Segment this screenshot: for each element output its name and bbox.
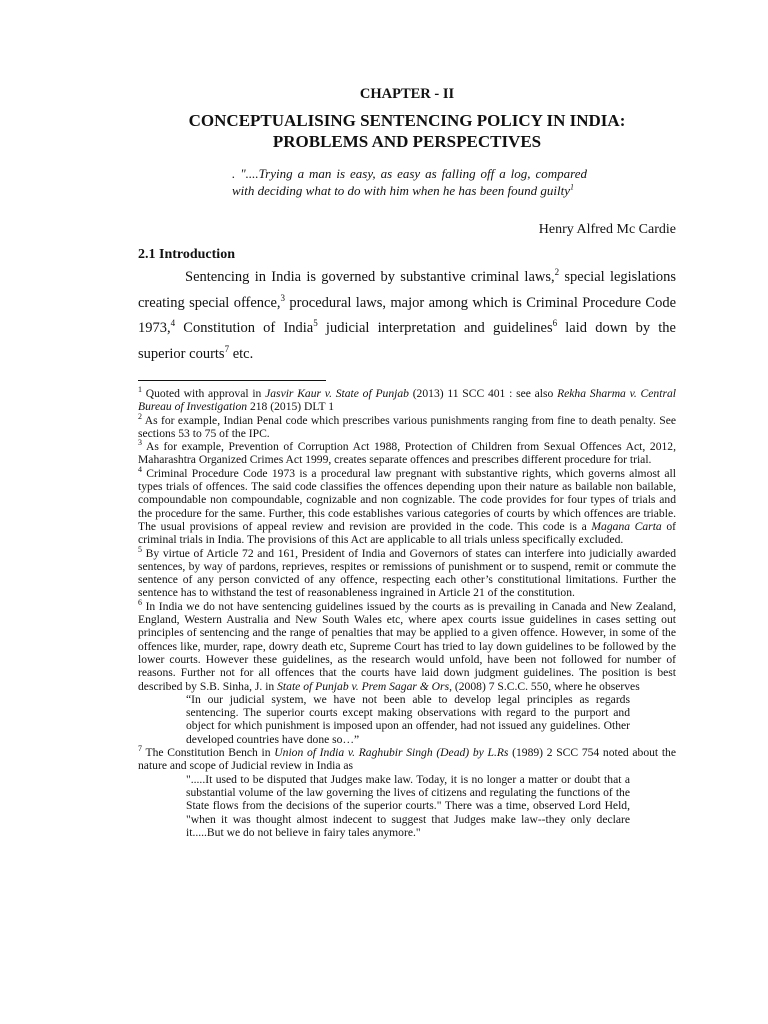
footnote-text: of criminal trials in India. The provisions of this Act are applicable to all trials unless specifically excluded. (138, 519, 676, 547)
intro-text-1: Sentencing in India is governed by substantive criminal laws, (185, 269, 555, 285)
footnote-ref-4[interactable]: 4 (170, 318, 176, 329)
footnote-number: 2 (138, 411, 142, 421)
footnote-text: In India we do not have sentencing guidelines issued by the courts as is prevailing in Canada and New Zealand, England, Western Australia and New South Wales etc, where apex courts issue guidelines in cases setting out principles of sentencing and the range of penalties that may be applied to a given offence. However, in some of the offences like, murder, rape, dowry death etc, Supreme Court has tried to lay down guidelines to be followed by the lower courts. However these guidelines, as the research would unfold, have been not followed for number of reasons. Further not for all offences that the courts have laid down judgment guidelines. The position is best described by S.B. Sinha, J. in (138, 599, 676, 693)
epigraph-quote (232, 166, 587, 199)
chapter-title-line-2: PROBLEMS AND PERSPECTIVES (272, 132, 542, 151)
case-citation: State of Punjab v. Prem Sagar & Ors (277, 679, 450, 693)
epigraph-text: . "....Trying a man is easy, as easy as falling off a log, compared with deciding what to do with him when he has been found guilty (232, 166, 587, 198)
footnote-text: (2013) 11 SCC 401 : see also (408, 387, 558, 400)
intro-text-6: laid down by the superior courts (138, 320, 676, 362)
footnote-text: 218 (2015) DLT 1 (247, 400, 335, 414)
intro-paragraph (138, 265, 676, 367)
footnote-1 (138, 387, 676, 414)
footnote-4 (138, 464, 676, 547)
footnote-2 (138, 411, 676, 441)
footnote-text: , (2008) 7 S.C.C. 550, where he observes (449, 679, 640, 693)
emphasis-text: Magana Carta (591, 519, 662, 533)
footnote-3 (138, 440, 676, 467)
chapter-label: CHAPTER - II (359, 86, 455, 102)
intro-text-3: procedural laws, major among which is Criminal Procedure Code 1973, (138, 294, 676, 337)
epigraph-attribution: Henry Alfred Mc Cardie (538, 222, 676, 237)
footnote-number: 6 (138, 597, 142, 607)
case-citation: Jasvir Kaur v. State of Punjab (265, 387, 409, 400)
footnotes-section (138, 387, 676, 839)
footnote-ref-7[interactable]: 7 (224, 343, 230, 354)
footnote-7-block-quote: ".....It used to be disputed that Judges make law. Today, it is no longer a matter or doubt that a substantial volume of the law governing the lives of citizens and regulating the functions of the State flows from the decisions of the superior courts." There was a time, observed Lord Held, "when it was thought almost indecent to suggest that Judges make law--they only declare it.....But we do not believe in fairy tales anymore." (186, 772, 630, 839)
footnote-text: Criminal Procedure Code 1973 is a procedural law pregnant with substantive rights, which governs almost all types trials of offences. The said code classifies the offences depending upon their nature as bailable non bailable, compoundable non compoundable, cognizable and non cognizable. The code provides for four types of trials and the procedure for the same. Further, this code establishes various categories of courts by which offences are triable. The usual provisions of appeal review and revision are provided in the code. This code is a (138, 466, 676, 533)
intro-text-7: etc. (229, 345, 254, 362)
footnote-text: As for example, Prevention of Corruption Act 1988, Protection of Children from Sexual Offences Act, 2012, Maharashtra Organized Crimes Act 1999, creates separate offences and prescribes different procedure for trial. (138, 440, 676, 467)
intro-text-5: judicial interpretation and guidelines (317, 320, 553, 337)
footnote-6-block-quote: “In our judicial system, we have not been able to develop legal principles as regards sentencing. The superior courts except making observations with regard to the purport and object for which punishment is imposed upon an offender, had not issued any guidelines. Other developed countries have done so…” (186, 692, 630, 746)
footnote-text: As for example, Indian Penal code which prescribes various punishments ranging from fine to death penalty. See sections 53 to 75 of the IPC. (138, 413, 676, 440)
section-heading: 2.1 Introduction (138, 247, 235, 262)
case-citation: Union of India v. Raghubir Singh (Dead) by L.Rs (274, 746, 509, 760)
footnote-5 (138, 544, 676, 600)
footnote-ref-1[interactable]: 1 (569, 182, 574, 192)
footnote-number: 4 (138, 464, 142, 474)
intro-text-4: Constitution of India (175, 320, 314, 337)
intro-text-2: special legislations creating special offence, (138, 269, 676, 311)
chapter-title-line-1: CONCEPTUALISING SENTENCING POLICY IN INDIA: (188, 111, 626, 130)
footnote-ref-6[interactable]: 6 (552, 318, 558, 329)
footnote-text: (1989) 2 SCC 754 noted about the nature and scope of Judicial review in India as (138, 746, 676, 773)
footnote-text: The Constitution Bench in (142, 746, 275, 760)
footnote-ref-3[interactable]: 3 (280, 292, 286, 303)
footnote-text: Quoted with approval in (142, 387, 266, 400)
footnote-number: 5 (138, 544, 142, 554)
footnote-text: By virtue of Article 72 and 161, President of India and Governors of states can interfere into judicially awarded sentences, by way of pardons, reprieves, respites or remissions of punishment or to suspend, remit or commute the sentence of any person convicted of any offence, respecting each other’s constitutional limitations. Further the sentence has to withstand the test of reasonableness ingrained in Article 21 of the constitution. (138, 546, 676, 600)
case-citation: Rekha Sharma v. Central Bureau of Investigation (138, 387, 676, 414)
footnote-6 (138, 597, 676, 693)
chapter-title (138, 110, 676, 152)
footnote-ref-5[interactable]: 5 (313, 318, 318, 329)
footnote-ref-2[interactable]: 2 (554, 267, 560, 278)
footnote-number: 1 (138, 385, 142, 395)
footnote-7 (138, 746, 676, 773)
footnote-separator (138, 380, 326, 381)
footnote-number: 3 (138, 438, 142, 448)
footnote-number: 7 (138, 744, 142, 754)
